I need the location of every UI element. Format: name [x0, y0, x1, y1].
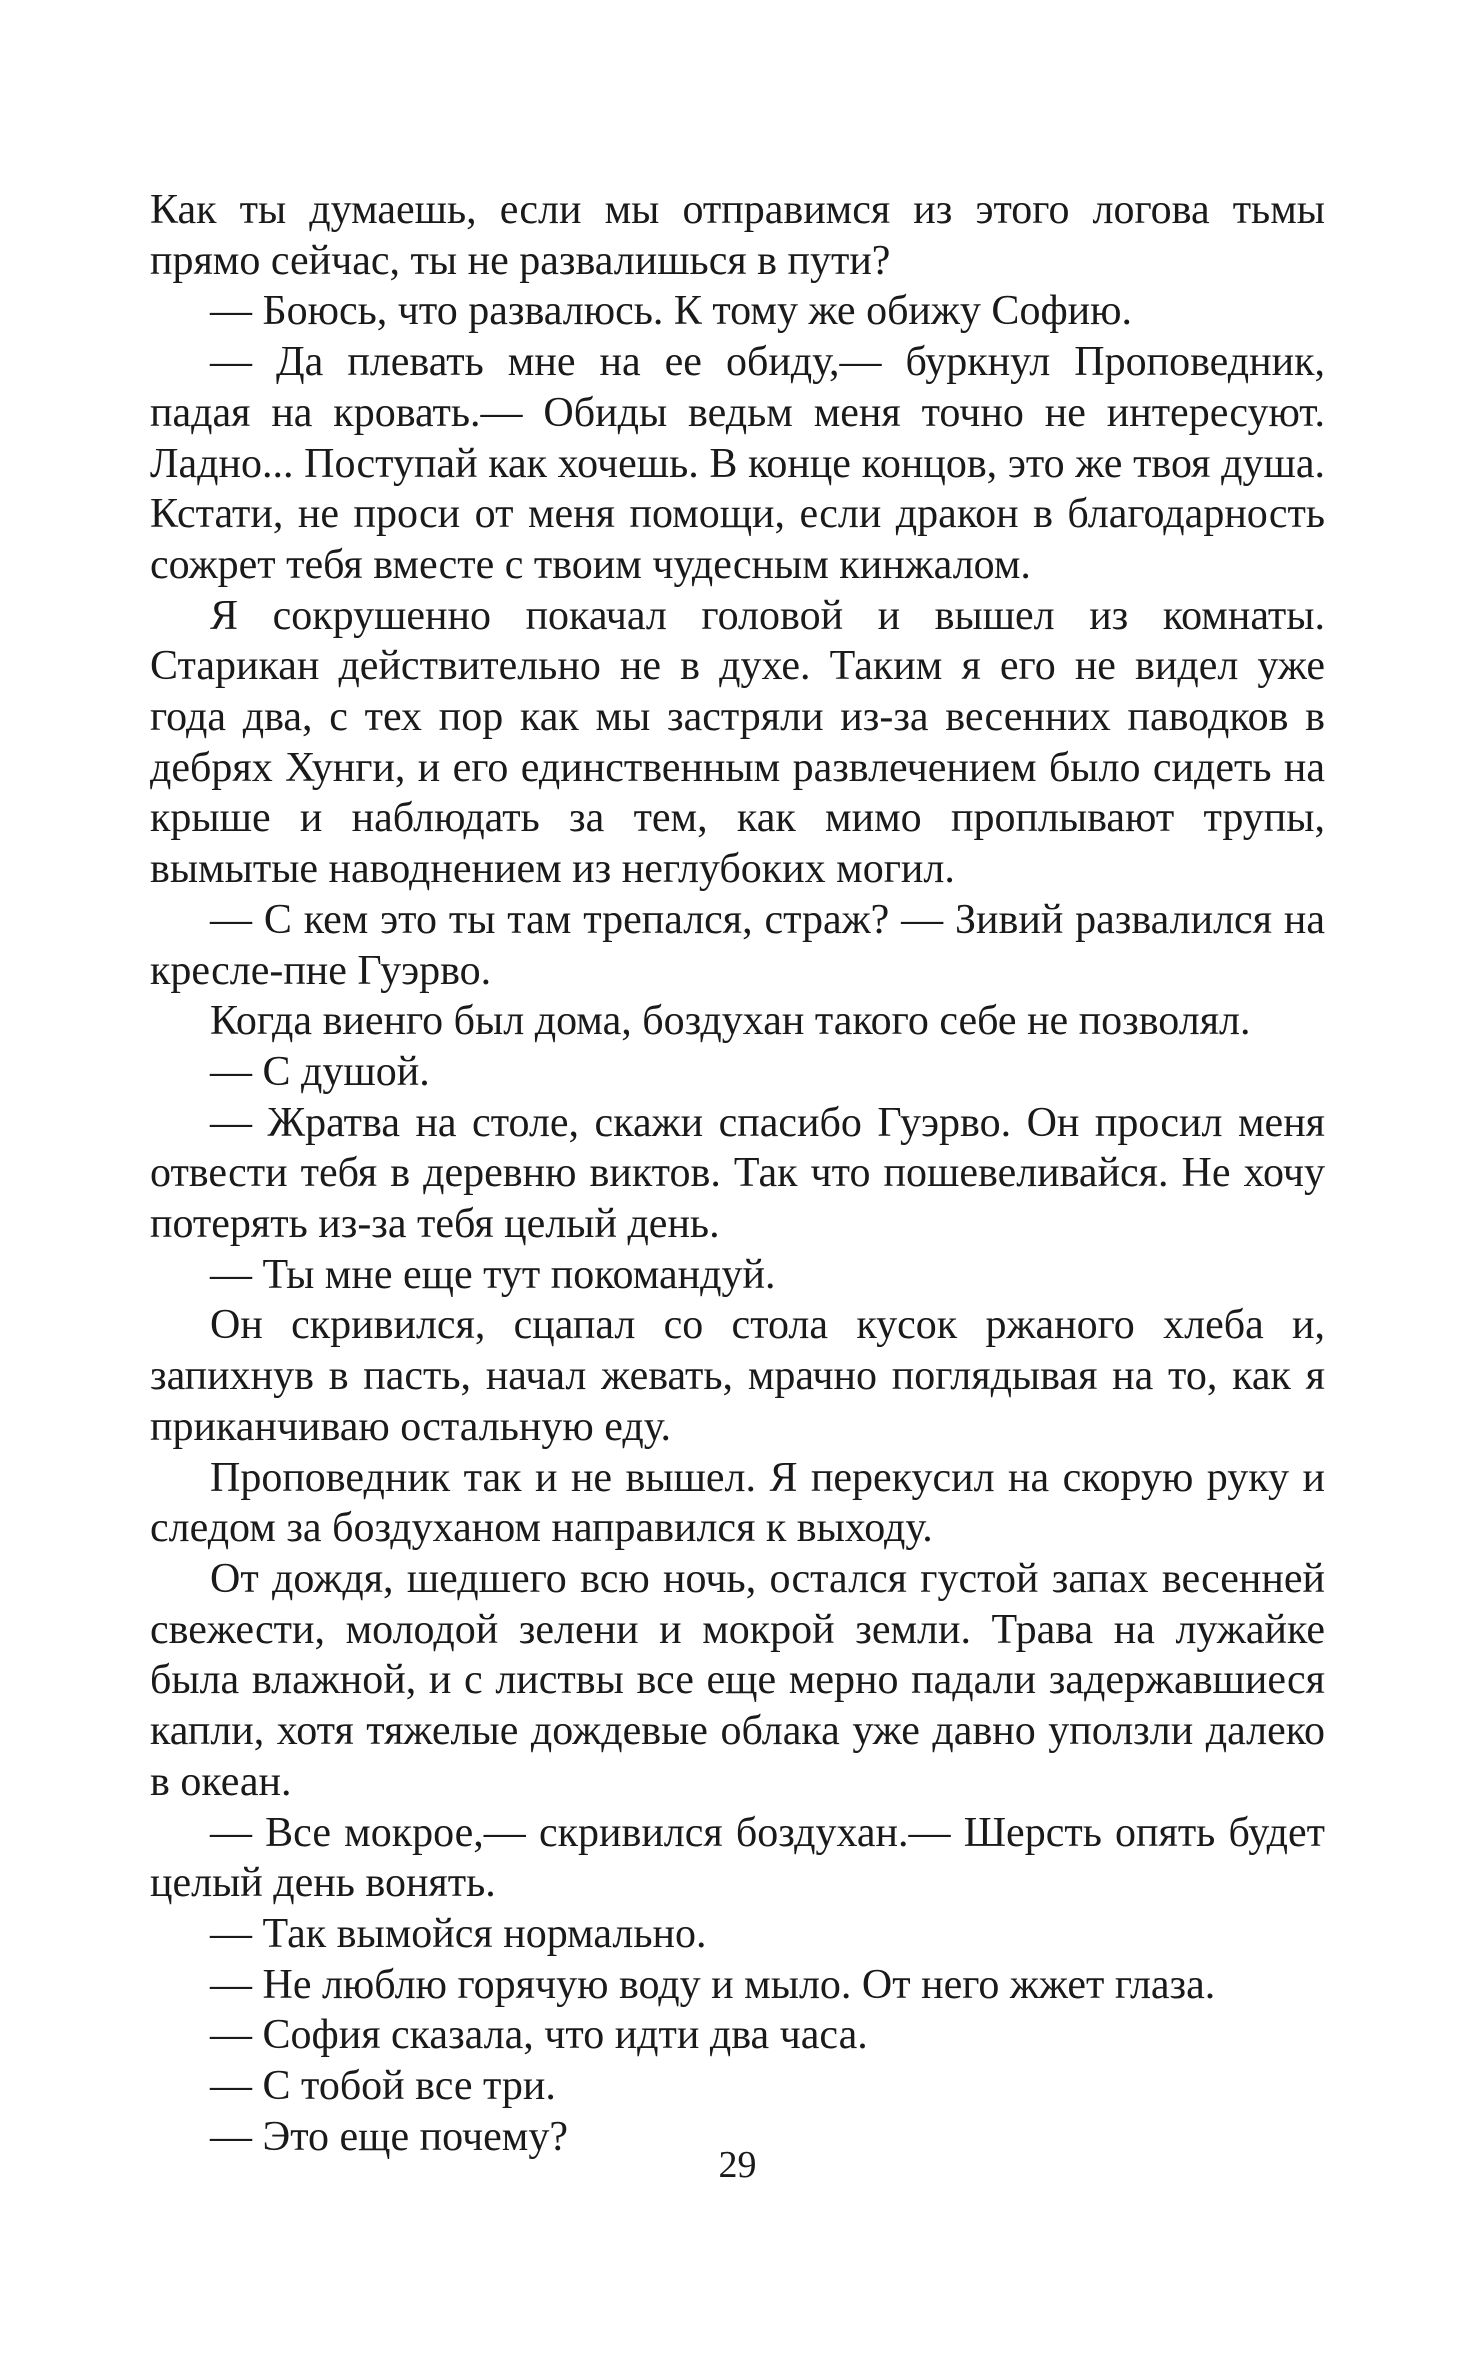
- paragraph: — С тобой все три.: [210, 2063, 556, 2110]
- paragraph: — Это еще почему?: [210, 2113, 569, 2160]
- paragraph: Как ты думаешь, если мы отправимся из этого логова тьмы прямо сейчас, ты не развалишься в пути?: [150, 187, 1325, 284]
- paragraph: — Все мокрое,— скривился боздухан.— Шерсть опять будет целый день вонять.: [150, 1809, 1325, 1907]
- paragraph: Я сокрушенно покачал головой и вышел из комнаты. Старикан действительно не в духе. Таким я его не видел уже года два, с тех пор как мы застряли из-за весенних паводков в дебрях Хунги, и его единственным развлечением было сидеть на крыше и наблюдать за тем, как мимо проплывают трупы, вымытые наводнением из неглубоких могил.: [150, 592, 1325, 893]
- paragraph: От дождя, шедшего всю ночь, остался густой запах весенней свежести, молодой зелени и мокрой земли. Трава на лужайке была влажной, и с листвы все еще мерно падали задержавшиеся капли, хотя тяжелые дождевые облака уже давно уползли далеко в океан.: [150, 1555, 1325, 1805]
- body-text: [150, 185, 1325, 2162]
- paragraph: — С кем это ты там трепался, страж? — Зивий развалился на кресле-пне Гуэрво.: [150, 896, 1325, 994]
- page-number: 29: [718, 2144, 757, 2186]
- paragraph: — С душой.: [210, 1048, 430, 1095]
- paragraph: — Боюсь, что развалюсь. К тому же обижу Софию.: [210, 288, 1133, 335]
- paragraph: — София сказала, что идти два часа.: [210, 2012, 868, 2059]
- paragraph: Когда виенго был дома, боздухан такого себе не позволял.: [210, 998, 1251, 1045]
- paragraph: — Не люблю горячую воду и мыло. От него жжет глаза.: [210, 1961, 1216, 2008]
- paragraph: — Так вымойся нормально.: [210, 1910, 707, 1957]
- paragraph: — Ты мне еще тут покомандуй.: [210, 1251, 776, 1298]
- paragraph: Проповедник так и не вышел. Я перекусил на скорую руку и следом за боздуханом направился к выходу.: [150, 1454, 1325, 1552]
- paragraph: Он скривился, сцапал со стола кусок ржаного хлеба и, запихнув в пасть, начал жевать, мрачно поглядывая на то, как я приканчиваю остальную еду.: [150, 1302, 1325, 1450]
- paragraph: — Жратва на столе, скажи спасибо Гуэрво. Он просил меня отвести тебя в деревню виктов. Так что пошевеливайся. Не хочу потерять из-за тебя целый день.: [150, 1099, 1325, 1248]
- paragraph: — Да плевать мне на ее обиду,— буркнул Проповедник, падая на кровать.— Обиды ведьм меня точно не интересуют. Ладно... Поступай как хочешь. В конце концов, это же твоя душа. Кстати, не проси от меня помощи, если дракон в благодарность сожрет тебя вместе с твоим чудесным кинжалом.: [150, 339, 1325, 588]
